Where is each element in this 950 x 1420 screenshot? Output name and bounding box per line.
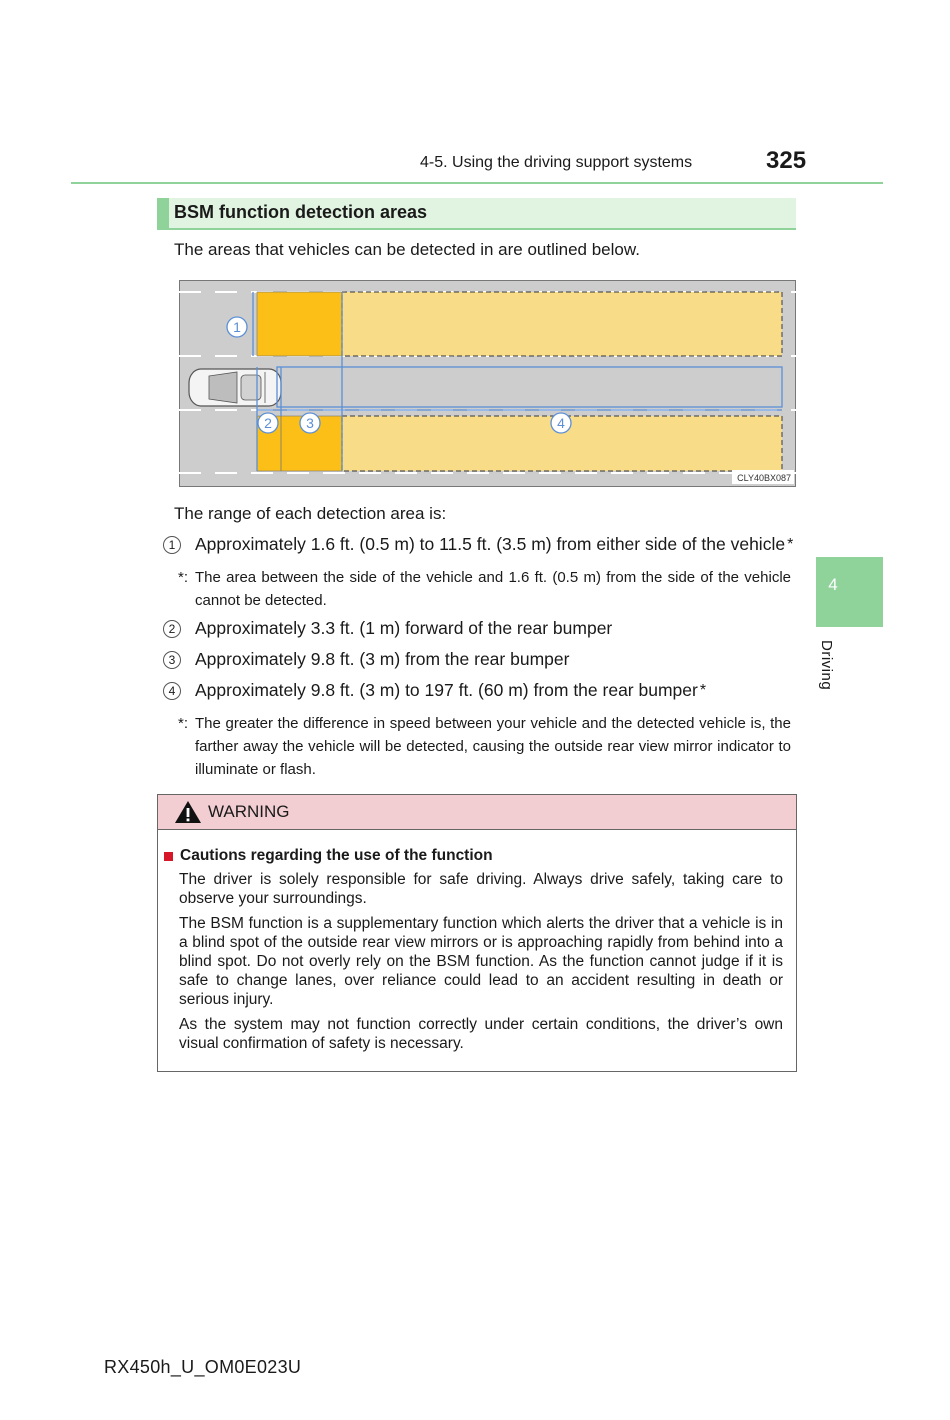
warning-box <box>157 794 797 1072</box>
chapter-label: Driving <box>818 640 835 691</box>
footnote-mark: *: <box>178 569 189 586</box>
warning-paragraph-2: The BSM function is a supplementary function which alerts the driver that a vehicle is in a blind spot of the outside rear view mirrors or is approaching rapidly from behind into a blind spot. Do not overly rely on the BSM function. As the function cannot judge if it is safe to change lanes, over reliance could lead to an accident resulting in death or serious injury. <box>179 915 783 1008</box>
item-number: 4 <box>163 682 181 700</box>
zone-far-top <box>342 292 782 356</box>
range-item-1: 1 Approximately 1.6 ft. (0.5 m) to 11.5 ft. (3.5 m) from either side of the vehicle * <box>163 534 793 555</box>
detection-area-diagram <box>179 280 796 487</box>
footnote-1 <box>178 566 791 612</box>
item-number: 1 <box>163 536 181 554</box>
callout-2 <box>258 413 278 433</box>
range-item-3 <box>163 649 569 670</box>
intro-text: The areas that vehicles can be detected in are outlined below. <box>174 240 640 259</box>
item-text: Approximately 1.6 ft. (0.5 m) to 11.5 ft. (3.5 m) from either side of the vehicle <box>195 534 786 554</box>
range-item-2 <box>163 618 612 639</box>
callout-3 <box>300 413 320 433</box>
section-title: BSM function detection areas <box>157 198 796 230</box>
warning-paragraph-1: The driver is solely responsible for safe driving. Always drive safely, taking care to observe your surroundings. <box>179 871 783 907</box>
svg-text:3: 3 <box>306 415 314 431</box>
footnote-text: The area between the side of the vehicle and 1.6 ft. (0.5 m) from the side of the vehicle cannot be detected. <box>195 569 791 609</box>
warning-subheading <box>164 847 493 865</box>
warning-paragraph-3: As the system may not function correctly under certain conditions, the driver’s own visual confirmation of safety is necessary. <box>179 1016 783 1052</box>
zone-near-top <box>257 292 342 356</box>
red-square-bullet-icon <box>164 852 173 861</box>
running-header-section: 4-5. Using the driving support systems <box>420 154 693 171</box>
warning-subheading-text: Cautions regarding the use of the function <box>180 847 493 864</box>
item-number: 2 <box>163 620 181 638</box>
callout-4 <box>551 413 571 433</box>
footnote-2 <box>178 712 791 781</box>
item-text: Approximately 9.8 ft. (3 m) from the rear bumper <box>195 649 570 669</box>
range-item-4: 4 Approximately 9.8 ft. (3 m) to 197 ft. (60 m) from the rear bumper * <box>163 680 706 701</box>
diagram-code: CLY40BX087 <box>737 473 791 483</box>
item-text: Approximately 9.8 ft. (3 m) to 197 ft. (60 m) from the rear bumper <box>195 680 698 700</box>
item-number: 3 <box>163 651 181 669</box>
callout-1 <box>227 317 247 337</box>
vehicle-icon <box>189 369 281 406</box>
warning-triangle-icon <box>174 800 202 824</box>
warning-title: WARNING <box>208 802 290 821</box>
footer-code: RX450h_U_OM0E023U <box>104 1357 302 1377</box>
header-rule <box>71 182 883 184</box>
chapter-number: 4 <box>828 575 838 594</box>
range-intro: The range of each detection area is: <box>174 504 447 523</box>
warning-header <box>158 795 796 830</box>
page-number: 325 <box>766 147 807 174</box>
footnote-text: The greater the difference in speed between your vehicle and the detected vehicle is, the farther away the vehicle will be detected, causing the outside rear view mirror indicator to illuminate or flash. <box>195 715 791 778</box>
footnote-mark: *: <box>178 715 189 732</box>
item-text: Approximately 3.3 ft. (1 m) forward of the rear bumper <box>195 618 613 638</box>
svg-text:4: 4 <box>557 415 565 431</box>
svg-text:2: 2 <box>264 415 272 431</box>
svg-text:1: 1 <box>233 319 241 335</box>
